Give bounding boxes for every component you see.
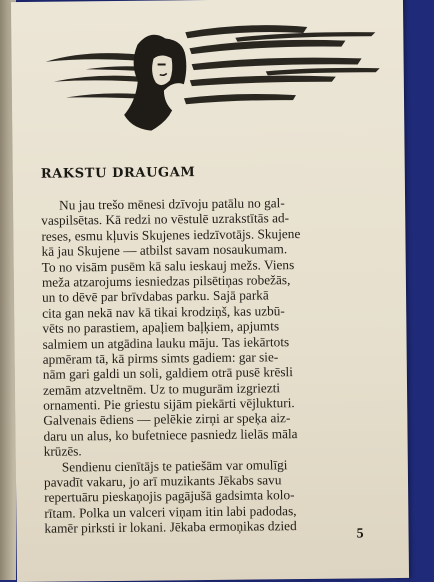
page-number: 5	[356, 526, 364, 542]
text-line: zemām atzveltnēm. Uz to mugurām izgriezti	[42, 379, 281, 398]
body-text	[41, 194, 365, 536]
text-line: meža atzarojums iesniedzas pilsētiņas robežās,	[41, 272, 291, 290]
text-line: daru un alus, ko bufetniece pasniedz lielās māla	[43, 425, 298, 444]
text-line: pavadīt vakaru, jo arī muzikants Jēkabs savu	[43, 472, 282, 490]
text-line: Sendienu cienītājs te patiešām var omulīgi	[61, 456, 288, 475]
text-line: kamēr pirksti ir lokani. Jēkaba ermoņikas dzied	[44, 518, 297, 536]
text-line: To no visām pusēm kā salu ieskauj mežs. Viens	[41, 256, 295, 275]
text-line: kā jau Skujene — atbilst savam nosaukumam.	[41, 241, 288, 259]
text-line: krūzēs.	[43, 443, 82, 460]
text-line: Galvenais ēdiens — pelēkie zirņi ar speķa aiz-	[43, 410, 291, 429]
book-page	[11, 0, 409, 582]
text-line: rītam. Polka un valceri viņam itin labi padodas,	[44, 502, 297, 521]
text-line: vēts no parastiem, apaļiem baļķiem, apjumts	[42, 318, 280, 336]
text-line: Nu jau trešo mēnesi dzīvoju patālu no gal-	[59, 195, 285, 213]
text-line: reses, esmu kļuvis Skujenes iedzīvotājs. Skujene	[41, 225, 301, 244]
text-line: un to dēvē par brīvdabas parku. Sajā parkā	[41, 287, 269, 306]
text-line: salmiem un atgādina lauku māju. Tas iekārtots	[42, 333, 290, 352]
text-line: apmēram tā, kā pirms simts gadiem: gar sie-	[42, 349, 279, 367]
text-line: vaspilsētas. Kā redzi no vēstulē uzrakstītās ad-	[41, 210, 290, 229]
text-line: ornamenti. Pie griestu sijām piekārti vējlukturi.	[43, 395, 295, 413]
text-line: cita gan nekā nav kā tikai krodziņš, kas uzbū-	[42, 302, 285, 321]
chapter-heading: RAKSTU DRAUGAM	[40, 165, 196, 182]
text-line: nām gari galdi un soli, galdiem otrā pusē krēsli	[42, 364, 293, 383]
text-line: repertuāru pieskaņojis pagājušā gadsimta kolo-	[44, 487, 295, 506]
face-illustration	[45, 16, 386, 145]
